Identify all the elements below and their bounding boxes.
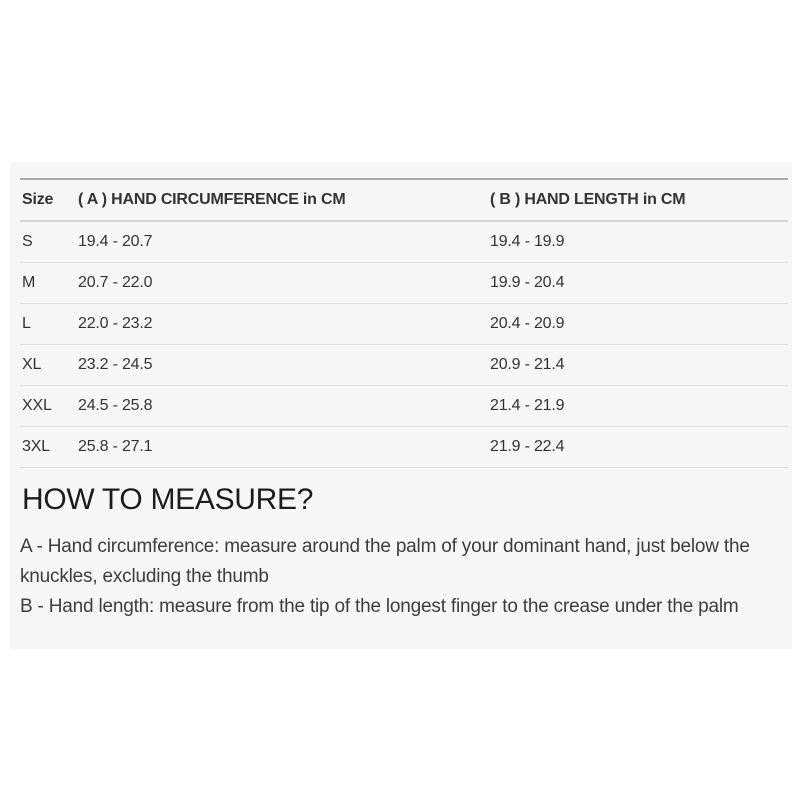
instruction-line-a-2: knuckles, excluding the thumb: [20, 566, 269, 587]
length-cell: 21.4 - 21.9: [488, 385, 788, 426]
table-row-3xl: [20, 426, 788, 467]
column-header-hand-length: ( B ) HAND LENGTH in CM: [488, 179, 788, 221]
table-row-l: [20, 303, 788, 344]
table-header-row: [20, 179, 788, 221]
instruction-line-b: B - Hand length: measure from the tip of the longest finger to the crease under the palm: [20, 596, 739, 617]
circumference-cell: 22.0 - 23.2: [76, 303, 488, 344]
instruction-line-a-1: A - Hand circumference: measure around the palm of your dominant hand, just below the: [20, 536, 750, 557]
column-header-hand-circumference: ( A ) HAND CIRCUMFERENCE in CM: [76, 179, 488, 221]
size-cell: L: [20, 303, 76, 344]
length-cell: 19.4 - 19.9: [488, 221, 788, 262]
size-chart-section: [10, 162, 792, 649]
circumference-cell: 20.7 - 22.0: [76, 262, 488, 303]
table-row-xxl: [20, 385, 788, 426]
size-chart-table: [20, 178, 788, 468]
table-row-m: [20, 262, 788, 303]
size-cell: XL: [20, 344, 76, 385]
how-to-measure-heading: HOW TO MEASURE?: [22, 483, 314, 516]
length-cell: 20.9 - 21.4: [488, 344, 788, 385]
length-cell: 21.9 - 22.4: [488, 426, 788, 467]
table-row-xl: [20, 344, 788, 385]
circumference-cell: 25.8 - 27.1: [76, 426, 488, 467]
size-cell: 3XL: [20, 426, 76, 467]
size-cell: M: [20, 262, 76, 303]
length-cell: 19.9 - 20.4: [488, 262, 788, 303]
circumference-cell: 19.4 - 20.7: [76, 221, 488, 262]
length-cell: 20.4 - 20.9: [488, 303, 788, 344]
circumference-cell: 24.5 - 25.8: [76, 385, 488, 426]
size-cell: S: [20, 221, 76, 262]
table-row-s: [20, 221, 788, 262]
size-cell: XXL: [20, 385, 76, 426]
circumference-cell: 23.2 - 24.5: [76, 344, 488, 385]
measuring-instructions: [20, 532, 790, 622]
column-header-size: Size: [20, 179, 76, 221]
